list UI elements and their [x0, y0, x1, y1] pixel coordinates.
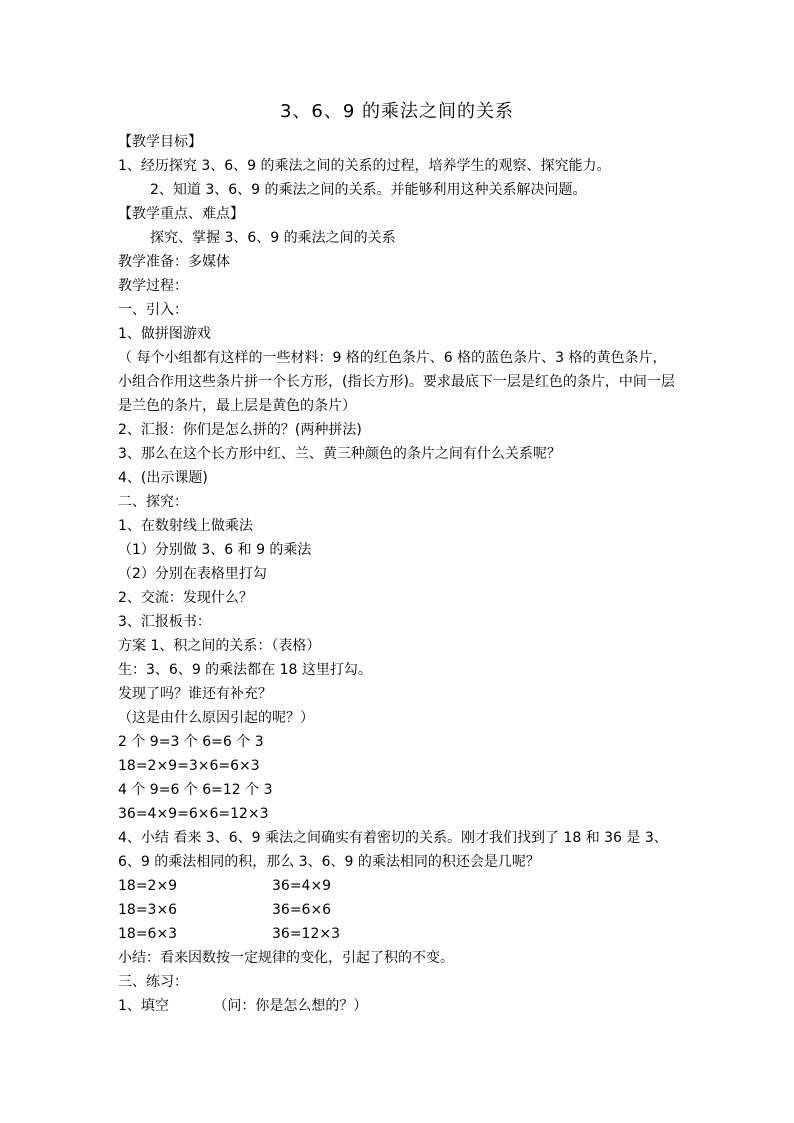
equation-line-4: 36=4×9=6×6=12×3	[118, 806, 269, 822]
section-heading-objectives: 【教学目标】	[118, 134, 202, 150]
teaching-process-heading: 教学过程：	[118, 278, 188, 294]
equation-line-3: 4 个 9=6 个 6=12 个 3	[118, 782, 273, 798]
exercise-fill-blank: 1、填空 （问：你是怎么想的？）	[118, 998, 368, 1014]
summary-paragraph: 4、小结 看来 3、6、9 乘法之间确实有着密切的关系。刚才我们找到了 18 和 36 是 3、6、9 的乘法相同的积，那么 3、6、9 的乘法相同的积还会是几呢？	[118, 830, 668, 870]
substep-1: （1）分别做 3、6 和 9 的乘法	[118, 542, 312, 558]
step-board-writing: 3、汇报板书：	[118, 614, 211, 630]
equation-pair-row	[118, 874, 678, 898]
teaching-preparation: 教学准备：多媒体	[118, 254, 230, 270]
key-point-text: 探究、掌握 3、6、9 的乘法之间的关系	[150, 230, 396, 246]
objective-1: 1、经历探究 3、6、9 的乘法之间的关系的过程，培养学生的观察、探究能力。	[118, 158, 611, 174]
substep-2: （2）分别在表格里打勾	[118, 566, 267, 582]
objective-2: 2、知道 3、6、9 的乘法之间的关系。并能够利用这种关系解决问题。	[150, 182, 587, 198]
equation-right: 36=4×9	[272, 878, 332, 894]
equation-right: 36=6×6	[272, 902, 332, 918]
part-2-heading: 二、探究：	[118, 494, 188, 510]
step-show-topic: 4、(出示课题)	[118, 470, 208, 486]
step-report: 2、汇报：你们是怎么拼的？(两种拼法)	[118, 422, 362, 438]
step-exchange: 2、交流：发现什么？	[118, 590, 253, 606]
follow-up-question: 发现了吗？谁还有补充？	[118, 686, 272, 702]
student-answer: 生：3、6、9 的乘法都在 18 这里打勾。	[118, 662, 372, 678]
equation-pair-row	[118, 922, 678, 946]
part-3-heading: 三、练习：	[118, 974, 188, 990]
step-puzzle-game: 1、做拼图游戏	[118, 326, 211, 342]
equation-left: 18=3×6	[118, 902, 178, 918]
step-relationship-question: 3、那么在这个长方形中红、兰、黄三种颜色的条片之间有什么关系呢？	[118, 446, 561, 462]
equation-left: 18=2×9	[118, 878, 178, 894]
equation-right: 36=12×3	[272, 926, 340, 942]
step-number-ray: 1、在数射线上做乘法	[118, 518, 253, 534]
equation-pair-row	[118, 898, 678, 922]
document-title: 3、6、9 的乘法之间的关系	[279, 101, 515, 122]
cause-question: （这是由什么原因引起的呢？）	[118, 710, 314, 726]
equation-line-1: 2 个 9=3 个 6=6 个 3	[118, 734, 264, 750]
section-heading-key-points: 【教学重点、难点】	[118, 206, 244, 222]
equation-left: 18=6×3	[118, 926, 178, 942]
equation-line-2: 18=2×9=3×6=6×3	[118, 758, 260, 774]
part-1-heading: 一、引入：	[118, 302, 188, 318]
conclusion: 小结：看来因数按一定规律的变化，引起了积的不变。	[118, 950, 454, 966]
puzzle-materials-paragraph: （ 每个小组都有这样的一些材料：9 格的红色条片、6 格的蓝色条片、3 格的黄色条片，小组合作用这些条片拼一个长方形，(指长方形)。要求最底下一层是红色的条片，中间一层是兰色的条片，最上层是黄色的条片）	[118, 350, 675, 414]
plan-1: 方案 1、积之间的关系：（表格）	[118, 638, 321, 654]
document-body	[118, 130, 678, 1018]
